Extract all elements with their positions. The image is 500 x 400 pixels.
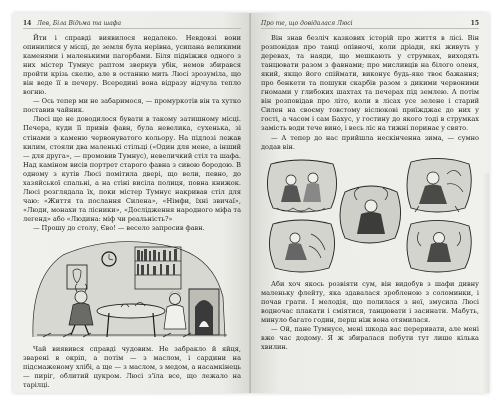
right-page-number: 15 [470,20,479,27]
paragraph: — Прошу до столу, Єво! — весело запросив фавн. [33,223,205,232]
left-illustration [23,237,241,341]
paragraph: Йти і справді виявилося недалеко. Невдовзі вони опинилися у місці, де земля була нерівна, усипана великими каменями і маленькими пагорбами. Біля підніжжя одного з них містер Тумнус раптом звернув убік, немов збирався пройти крізь скелю, але в останню мить Люсі зрозуміла, що він веде її в печеру. Всередині вона відразу відчула тепло вогню. [23,34,241,97]
left-page [13,13,251,393]
paragraph: — Ось тепер ми не забаримося, — промуркотів він та хутко поставив чайник. [23,97,241,115]
paragraph: — Ой, пане Тумнусе, мені шкода вас переривати, але мені вже час додому. Я ж збиралася побути тут лише кілька хвилин. [261,324,479,351]
right-text-top [261,34,479,152]
left-text-top [23,34,241,233]
paragraph: Він знав безліч казкових історій про життя в лісі. Він розповідав про танці опівночі, коли дріади, які живуть у деревах, та наяди, що мешкають у струмках, виходять танцювати разом з фавнами; про мисливців на білого оленя, який, якщо його спіймати, виконує будь-яке твоє бажання; про бенкети та пошуки скарбів разом з дикими червоними гномами у глибоких шахтах та печерах під землею. А потім він розповідав про літо, коли в лісах усе зелене і старий Силен на своєму товстому віслюкові приїжджає до них у гості, а часом і сам Бахус, у гостину до якого тоді в струмках замість води тече вино, і весь ліс на тижні поринає у свято. [261,34,479,133]
open-book-spread [13,13,489,393]
faun-and-girl-at-tea-engraving [23,237,241,341]
right-running-head [261,19,479,29]
right-page [251,13,489,393]
paragraph: — А тепер до нас прийшла нескінченна зима, — сумно додав він. [261,133,479,151]
left-page-number: 14 [23,20,32,27]
dancing-creatures-vignettes [261,156,479,276]
paragraph: Аби хоч якось розвіяти сум, він видобув з шафи дивну маленьку флейту, яка здавалася зробленою з соломинки, і почав грати. І мелодія, що полилася з неї, змусила Люсі водночас плакати і сміятися, танцювати і засинати. Мабуть, минуло багато годин, перш ніж вона отямилася. [261,279,479,324]
paragraph: Чай виявився справді чудовим. Не забракло й яйця, зварені в окріп, а потім — з маслом, і сардини на підсмаженому хлібі, а ще — з маслом, з медом, а насамкінець — пиріг, облитий цукром. Люсі з'їла все, що лежало на тарілці. [23,345,241,390]
paragraph: Люсі ще не доводилося бувати в такому затишному місці. Печера, куди її привів фавн, була невелика, сухенька, зі стінами з каменю червонуватого кольору. На підлозі лежав килим, стояли два маленькі стільці («Один для мене, а інший — для друга», — промовив Тумнус), невеличкий стіл та шафа. Над каміном висів портрет старого фавна з сивою бородою. В одному з кутів Люсі помітила двері, що вели, певно, до хазяйської спальні, а на стіні висіла полиця, повна книжок. Люсі розглядала їх, поки містер Тумнус накривав стіл для чаю: «Життя та послання Силена», «Німфи, їхні звичаї», «Люди, монахи та лісники», «Дослідження народного міфа та легенд» або «Людина: міф чи реальність?» [23,115,241,223]
page-edge-shadow [483,173,489,393]
right-running-title: Про те, що довідалася Люсі [261,20,353,27]
left-running-head [23,19,241,29]
right-illustration [261,156,479,276]
left-running-title: Лев, Біла Відьма та шафа [37,20,122,27]
left-text-bottom [23,345,241,390]
right-text-bottom [261,280,479,352]
